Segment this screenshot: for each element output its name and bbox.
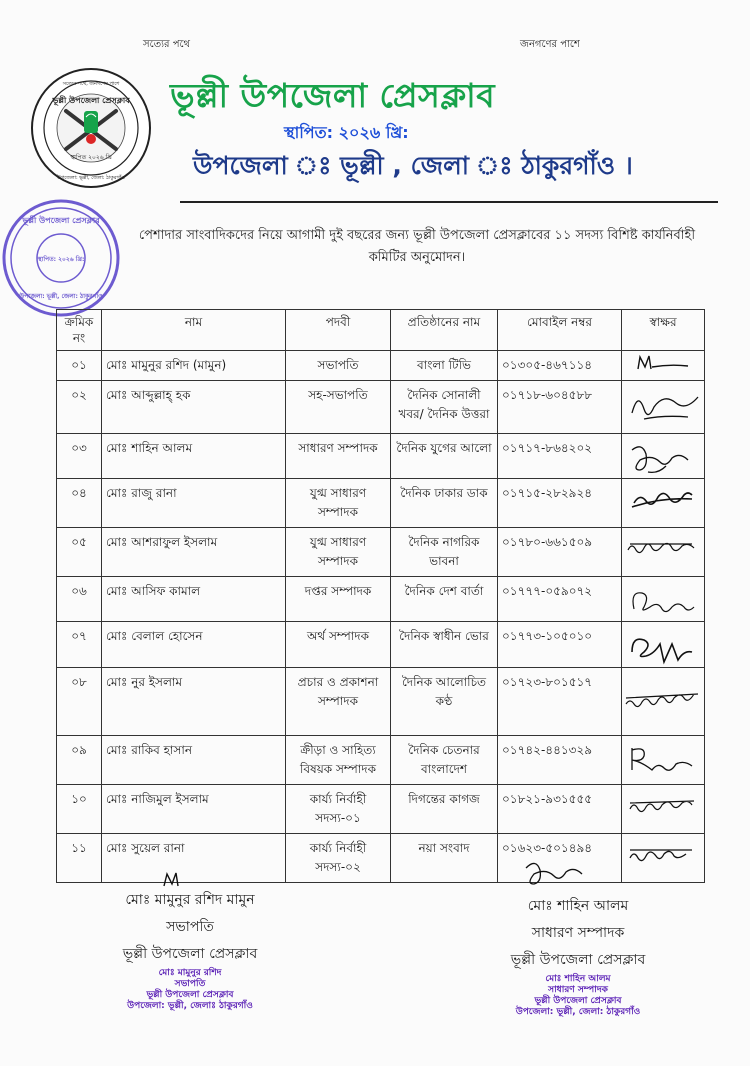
motto-left: সত্যের পথে — [143, 39, 190, 50]
row-org: বাংলা টিভি — [391, 351, 498, 381]
row-org: দিগন্তের কাগজ — [391, 785, 498, 834]
row-signature — [622, 434, 705, 479]
row-post: দপ্তর সম্পাদক — [286, 577, 391, 622]
motto-right: জনগণের পাশে — [520, 39, 580, 50]
row-serial: ০৯ — [57, 736, 102, 785]
row-serial: ০৪ — [57, 479, 102, 528]
col-org-header: প্রতিষ্ঠানের নাম — [391, 310, 498, 351]
row-serial: ০৮ — [57, 668, 102, 736]
logo-ring-top: সত্যের পথে, জনগণের পাশে — [62, 81, 120, 87]
signature-mark — [624, 436, 702, 480]
row-mobile: ০১৭১৫-২৮২৯২৪ — [498, 479, 622, 528]
table-row — [57, 668, 705, 736]
row-org: দৈনিক স্বাধীন ভোর — [391, 622, 498, 668]
president-signature-block — [90, 887, 290, 1012]
row-org: দৈনিক ঢাকার ডাক — [391, 479, 498, 528]
row-signature — [622, 622, 705, 668]
secretary-seal-address: উপজেলা: ভূল্লী, জেলা: ঠাকুরগাঁও — [515, 1007, 641, 1017]
row-org: দৈনিক চেতনার বাংলাদেশ — [391, 736, 498, 785]
row-serial: ০৭ — [57, 622, 102, 668]
row-post: কার্য্য নির্বাহী সদস্য-০২ — [286, 834, 391, 883]
row-mobile: ০১৭৭৩-১০৫০১০ — [498, 622, 622, 668]
row-name: মোঃ রাজু রানা — [102, 479, 286, 528]
row-signature — [622, 381, 705, 434]
president-seal-org: ভূল্লী উপজেলা প্রেসক্লাব — [146, 990, 234, 1000]
signature-mark — [624, 670, 704, 734]
press-club-logo — [30, 67, 152, 189]
row-signature — [622, 668, 705, 736]
page-title: ভূল্লী উপজেলা প্রেসক্লাব — [170, 76, 496, 115]
president-seal-address: উপজেলা: ভূল্লী, জেলাঃ ঠাকুরগাঁও — [127, 1001, 253, 1011]
table-row — [57, 434, 705, 479]
stamp-line-2: স্থাপিত: ২০২৬ খ্রি: — [37, 256, 85, 263]
row-mobile: ০১৬২৩-৫০১৪৯৪ — [498, 834, 622, 883]
row-serial: ০২ — [57, 381, 102, 434]
col-post-header: পদবী — [286, 310, 391, 351]
signature-mark — [624, 787, 702, 829]
signature-mark — [624, 353, 702, 373]
established-line: স্থাপিত: ২০২৬ খ্রি: — [284, 123, 409, 142]
row-serial: ১০ — [57, 785, 102, 834]
row-post: অর্থ সম্পাদক — [286, 622, 391, 668]
col-mobile-header: মোবাইল নম্বর — [498, 310, 622, 351]
table-row — [57, 736, 705, 785]
row-post: প্রচার ও প্রকাশনা সম্পাদক — [286, 668, 391, 736]
row-org: দৈনিক দেশ বার্তা — [391, 577, 498, 622]
row-mobile: ০১৭৮০-৬৬১৫০৯ — [498, 528, 622, 577]
row-mobile: ০১৩০৫-৪৬৭১১৪ — [498, 351, 622, 381]
row-signature — [622, 479, 705, 528]
row-org: দৈনিক সোনালী খবর/ দৈনিক উত্তরা — [391, 381, 498, 434]
row-name: মোঃ নুর ইসলাম — [102, 668, 286, 736]
row-name: মোঃ রাকিব হাসান — [102, 736, 286, 785]
table-row — [57, 622, 705, 668]
col-name-header: নাম — [102, 310, 286, 351]
table-row — [57, 785, 705, 834]
signature-mark — [624, 836, 702, 878]
president-title: সভাপতি — [166, 919, 214, 935]
row-mobile: ০১৭১৭-৮৬৪২০২ — [498, 434, 622, 479]
row-name: মোঃ আব্দুল্লাহ্‌ হক — [102, 381, 286, 434]
stamp-line-3: উপজেলা: ভূল্লী, জেলা: ঠাকুরগাঁও — [19, 293, 103, 300]
row-name: মোঃ মামুনুর রশিদ (মামুন) — [102, 351, 286, 381]
signature-mark — [624, 738, 702, 780]
secretary-seal-name: মোঃ শাহিন আলম — [545, 974, 611, 984]
row-serial: ০১ — [57, 351, 102, 381]
address-line: উপজেলা ঃ ভূল্লী , জেলা ঃ ঠাকুরগাঁও । — [193, 151, 633, 180]
row-serial: ০৩ — [57, 434, 102, 479]
president-org: ভূল্লী উপজেলা প্রেসক্লাব — [122, 946, 258, 962]
row-mobile: ০১৭৪২-৪৪১৩২৯ — [498, 736, 622, 785]
col-signature-header: স্বাক্ষর — [622, 310, 705, 351]
president-name: মোঃ মামুনুর রশিদ মামুন — [125, 892, 255, 908]
row-org: নয়া সংবাদ — [391, 834, 498, 883]
logo-ring-bottom: উপজেলা: ভূল্লী, জেলা: ঠাকুরগাঁও — [57, 175, 125, 181]
secretary-seal-title: সাধারণ সম্পাদক — [548, 985, 608, 995]
row-serial: ০৬ — [57, 577, 102, 622]
secretary-title: সাধারণ সম্পাদক — [531, 925, 625, 941]
table-row — [57, 577, 705, 622]
table-row — [57, 834, 705, 883]
row-name: মোঃ শাহিন আলম — [102, 434, 286, 479]
row-post: সাধারণ সম্পাদক — [286, 434, 391, 479]
row-mobile: ০১৭৭৭-০৫৯০৭২ — [498, 577, 622, 622]
header-divider — [180, 201, 718, 203]
row-post: যুগ্ম সাধারণ সম্পাদক — [286, 528, 391, 577]
row-name: মোঃ আসিফ কামাল — [102, 577, 286, 622]
logo-text: ভূল্লী উপজেলা প্রেসক্লাব — [52, 96, 130, 105]
row-post: সহ-সভাপতি — [286, 381, 391, 434]
col-serial-header: ক্রমিক নং — [57, 310, 102, 351]
row-name: মোঃ নাজিমুল ইসলাম — [102, 785, 286, 834]
stamp-line-1: ভূল্লী উপজেলা প্রেসক্লাব — [22, 216, 100, 225]
table-header-row — [57, 310, 705, 351]
row-serial: ১১ — [57, 834, 102, 883]
table-row — [57, 351, 705, 381]
logo-year: স্থাপিত ২০২৬ খ্রি — [70, 154, 112, 161]
row-post: যুগ্ম সাধারণ সম্পাদক — [286, 479, 391, 528]
row-name: মোঃ আশরাফুল ইসলাম — [102, 528, 286, 577]
secretary-signature — [520, 850, 590, 890]
row-mobile: ০১৮২১-৯৩১৫৫৫ — [498, 785, 622, 834]
row-signature — [622, 736, 705, 785]
row-org: দৈনিক যুগের আলো — [391, 434, 498, 479]
signature-mark — [624, 481, 702, 521]
signature-mark — [624, 624, 702, 666]
table-row — [57, 479, 705, 528]
signature-mark — [624, 530, 702, 570]
row-post: সভাপতি — [286, 351, 391, 381]
row-name: মোঃ বেলাল হোসেন — [102, 622, 286, 668]
row-mobile: ০১৭১৮-৬০৪৫৮৮ — [498, 381, 622, 434]
row-signature — [622, 351, 705, 381]
signature-mark — [624, 579, 702, 621]
row-serial: ০৫ — [57, 528, 102, 577]
secretary-org: ভূল্লী উপজেলা প্রেসক্লাব — [510, 952, 646, 968]
president-seal-name: মোঃ মামুনুর রশিদ — [158, 968, 222, 978]
secretary-seal-org: ভূল্লী উপজেলা প্রেসক্লাব — [534, 996, 622, 1006]
row-name: মোঃ সুয়েল রানা — [102, 834, 286, 883]
row-org: দৈনিক আলোচিত কণ্ঠ — [391, 668, 498, 736]
row-signature — [622, 528, 705, 577]
row-mobile: ০১৭২৩-৮০১৫১৭ — [498, 668, 622, 736]
table-row — [57, 381, 705, 434]
row-signature — [622, 834, 705, 883]
president-seal-title: সভাপতি — [174, 979, 206, 989]
row-post: ক্রীড়া ও সাহিত্য বিষয়ক সম্পাদক — [286, 736, 391, 785]
secretary-signature-block — [478, 893, 678, 1018]
row-signature — [622, 785, 705, 834]
committee-table — [56, 309, 705, 883]
secretary-name: মোঃ শাহিন আলম — [527, 898, 629, 914]
signature-mark — [624, 383, 702, 433]
intro-paragraph: পেশাদার সাংবাদিকদের নিয়ে আগামী দুই বছরের জন্য ভূল্লী উপজেলা প্রেসক্লাবের ১১ সদস্য বিশিষ্ট কার্যনির্বাহী কমিটির অনুমোদন। — [138, 228, 696, 265]
row-post: কার্য্য নির্বাহী সদস্য-০১ — [286, 785, 391, 834]
club-rubber-stamp — [0, 197, 122, 319]
row-signature — [622, 577, 705, 622]
table-row — [57, 528, 705, 577]
row-org: দৈনিক নাগরিক ভাবনা — [391, 528, 498, 577]
